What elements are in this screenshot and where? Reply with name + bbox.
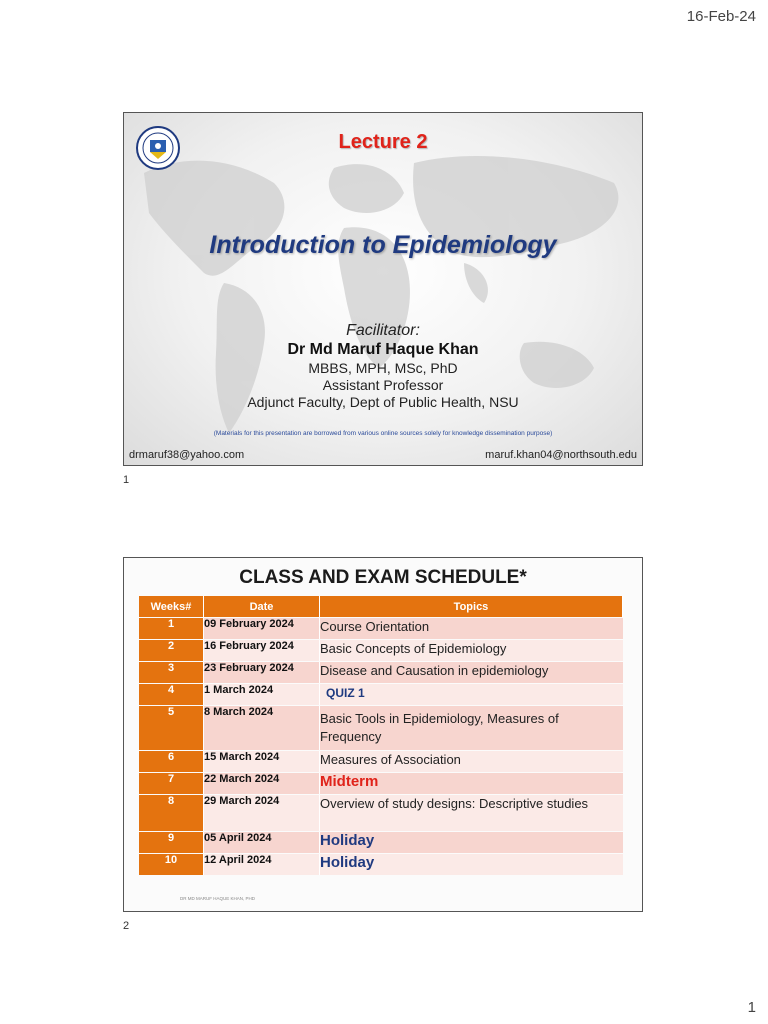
facilitator-name: Dr Md Maruf Haque Khan: [287, 341, 479, 358]
page-number: 1: [747, 999, 756, 1016]
week-cell: 2: [139, 640, 204, 661]
topic-cell: Course Orientation: [320, 618, 623, 639]
week-cell: 6: [139, 751, 204, 772]
table-header-row: [139, 596, 623, 617]
date-cell: 16 February 2024: [204, 640, 320, 661]
table-row: [139, 854, 623, 875]
date-cell: 8 March 2024: [204, 706, 320, 750]
facilitator-block: [124, 321, 642, 411]
week-cell: 3: [139, 662, 204, 683]
slide-1-number: 1: [123, 474, 130, 486]
date-cell: 12 April 2024: [204, 854, 320, 875]
holiday-label: Holiday: [320, 854, 375, 871]
world-map-background: [124, 113, 643, 466]
week-cell: 1: [139, 618, 204, 639]
date-cell: 05 April 2024: [204, 832, 320, 853]
week-cell: 7: [139, 773, 204, 794]
table-row: [139, 832, 623, 853]
date-cell: 22 March 2024: [204, 773, 320, 794]
disclaimer-note: (Materials for this presentation are borrowed from various online sources solely for knowledge dissemination purpose): [213, 430, 553, 437]
topic-cell: Overview of study designs: Descriptive studies: [320, 795, 623, 831]
table-row: [139, 706, 623, 750]
table-row: [139, 795, 623, 831]
facilitator-label: Facilitator:: [346, 322, 420, 339]
topic-cell: Basic Tools in Epidemiology, Measures of Frequency: [320, 706, 623, 750]
table-row: [139, 662, 623, 683]
slide-2-number: 2: [123, 920, 130, 932]
table-row: [139, 751, 623, 772]
schedule-table: [139, 595, 623, 876]
date-cell: 1 March 2024: [204, 684, 320, 705]
topic-cell: Disease and Causation in epidemiology: [320, 662, 623, 683]
slide-title: Introduction to Epidemiology: [209, 231, 557, 259]
midterm-label: Midterm: [320, 773, 379, 790]
table-row: [139, 640, 623, 661]
week-cell: 8: [139, 795, 204, 831]
date-cell: 29 March 2024: [204, 795, 320, 831]
slide-1: [123, 112, 643, 466]
topic-cell: [320, 684, 623, 705]
facilitator-affiliation: Adjunct Faculty, Dept of Public Health, NSU: [247, 394, 519, 410]
col-header-date: Date: [204, 596, 320, 617]
page-date: 16-Feb-24: [686, 8, 756, 25]
week-cell: 4: [139, 684, 204, 705]
date-cell: 23 February 2024: [204, 662, 320, 683]
email-nsu: maruf.khan04@northsouth.edu: [485, 449, 637, 461]
week-cell: 5: [139, 706, 204, 750]
table-row: [139, 684, 623, 705]
week-cell: 10: [139, 854, 204, 875]
slide-footer: DR MD MARUF HAQUE KHAN, PHD: [180, 896, 256, 901]
lecture-number: Lecture 2: [338, 131, 428, 153]
schedule-title: CLASS AND EXAM SCHEDULE*: [239, 567, 527, 588]
topic-cell: Measures of Association: [320, 751, 623, 772]
date-cell: 15 March 2024: [204, 751, 320, 772]
facilitator-position: Assistant Professor: [322, 377, 444, 393]
date-cell: 09 February 2024: [204, 618, 320, 639]
col-header-weeks: Weeks#: [139, 596, 204, 617]
email-yahoo: drmaruf38@yahoo.com: [129, 449, 245, 461]
facilitator-degrees: MBBS, MPH, MSc, PhD: [308, 360, 458, 376]
week-cell: 9: [139, 832, 204, 853]
table-row: [139, 618, 623, 639]
topic-cell: [320, 773, 623, 794]
topic-cell: Basic Concepts of Epidemiology: [320, 640, 623, 661]
slide-2: [123, 557, 643, 912]
topic-cell: [320, 832, 623, 853]
topic-cell: [320, 854, 623, 875]
quiz-label: QUIZ 1: [326, 686, 365, 700]
col-header-topics: Topics: [320, 596, 623, 617]
holiday-label: Holiday: [320, 832, 375, 849]
table-row: [139, 773, 623, 794]
